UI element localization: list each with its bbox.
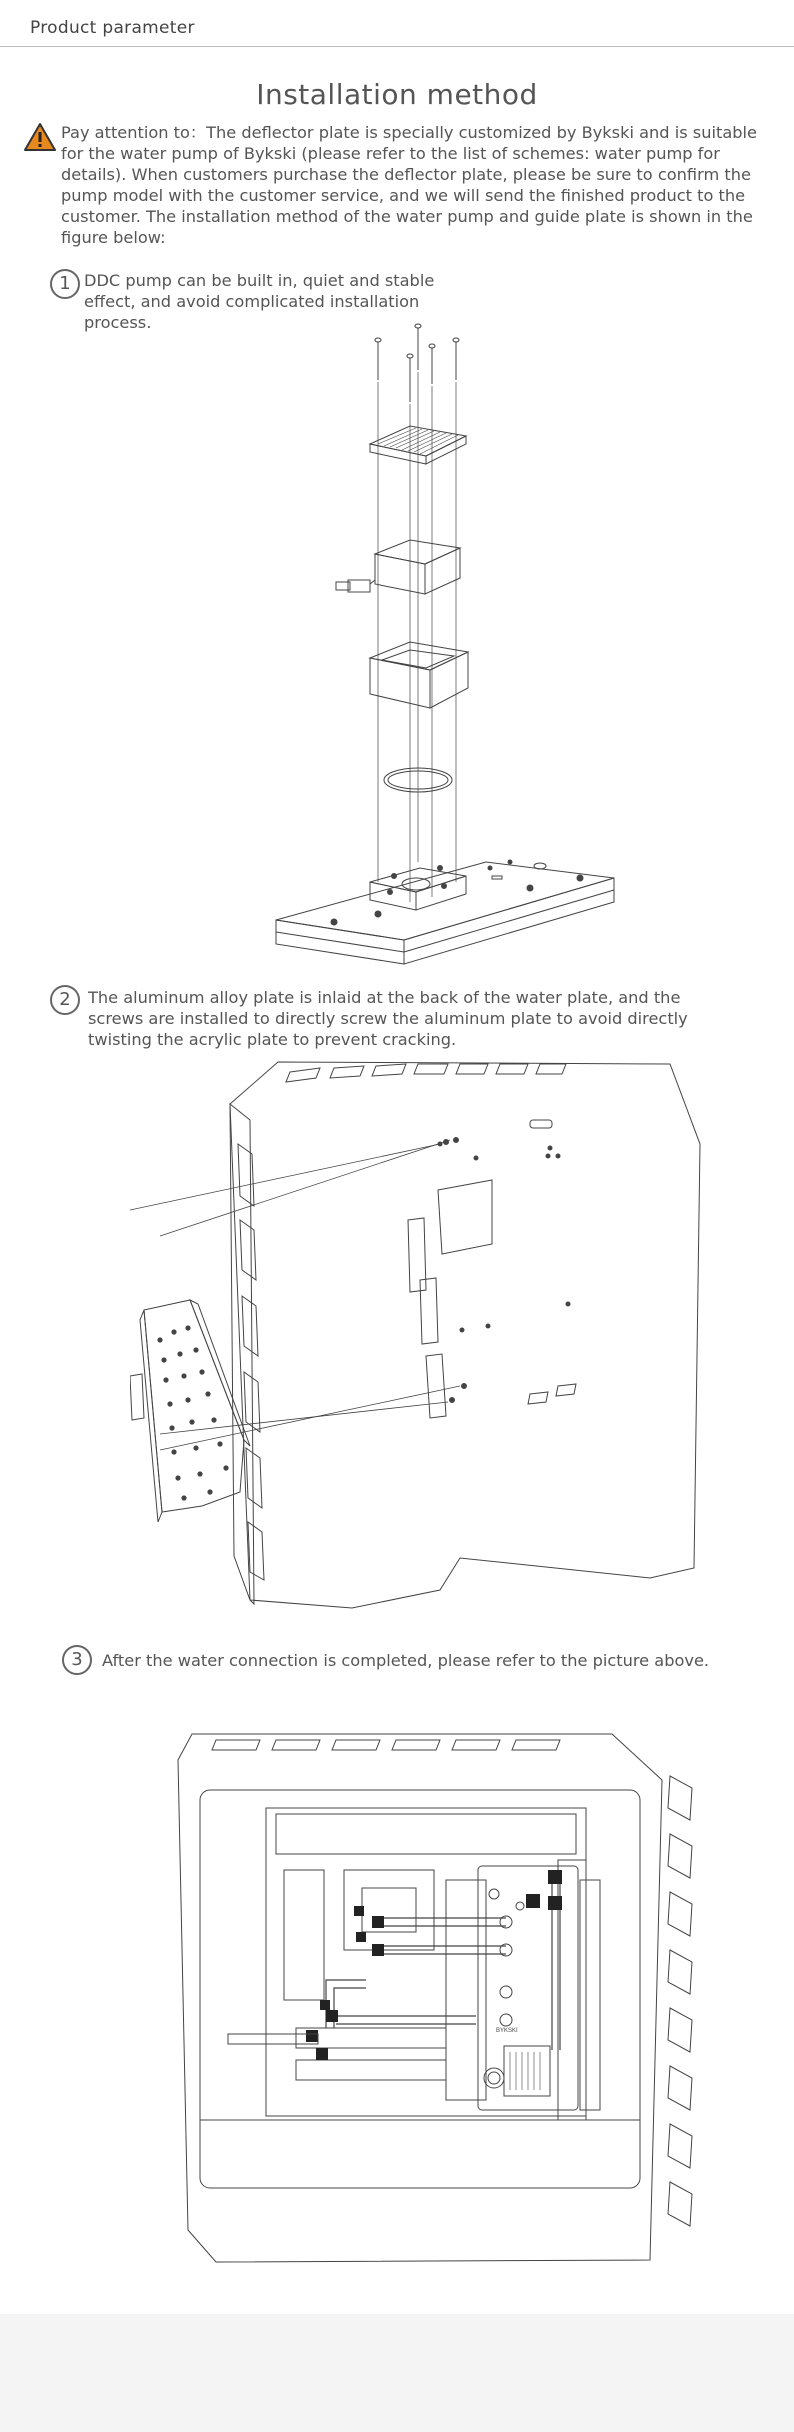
footer-band [0,2314,794,2432]
pump-housing [370,642,468,708]
step-3-number: 3 [62,1645,92,1675]
pump-top [504,2046,550,2096]
step-1-text: DDC pump can be built in, quiet and stable effect, and avoid complicated installation process. [84,271,435,332]
screw-set [375,324,459,402]
warning-icon [24,122,56,152]
port-rings [489,1889,524,2026]
pump-label: BYKSKI [496,2028,518,2034]
step-1-number: 1 [50,269,80,299]
header-title: Product parameter [30,18,195,38]
pump-exploded-figure [270,322,630,972]
top-vents [212,1740,560,1750]
case-panel [230,1062,700,1608]
cutout-a [408,1218,426,1292]
plate-mounting-figure [130,1060,710,1620]
section-title: Installation method [256,78,538,111]
step-3-text: After the water connection is completed, please refer to the picture above. [102,1651,710,1670]
radiator [580,1880,600,2110]
page-header [0,0,794,47]
deflector-plate [276,860,614,964]
ddc-pump [336,540,460,594]
step-2-text: The aluminum alloy plate is inlaid at the back of the water plate, and the screws are installed to directly screw the aluminum plate to avoid directly twisting the acrylic plate to prevent cracking. [88,988,688,1049]
completed-build-figure [176,1730,708,2270]
side-vents [668,1776,692,2226]
tubing [326,1880,560,2050]
vent-slots [238,1064,566,1580]
case-outline [178,1734,662,2262]
step-2-number: 2 [50,985,80,1015]
notice-text: Pay attention to：The deflector plate is specially customized by Bykski and is suitable for the water pump of Bykski (please refer to the list of schemes: water pump for details). When customers purchase the deflector plate, please be sure to confirm the pump model with the customer service, and we will send the finished product to the customer. The installation method of the water pump and guide plate is shown in the figure below: [61,123,757,247]
